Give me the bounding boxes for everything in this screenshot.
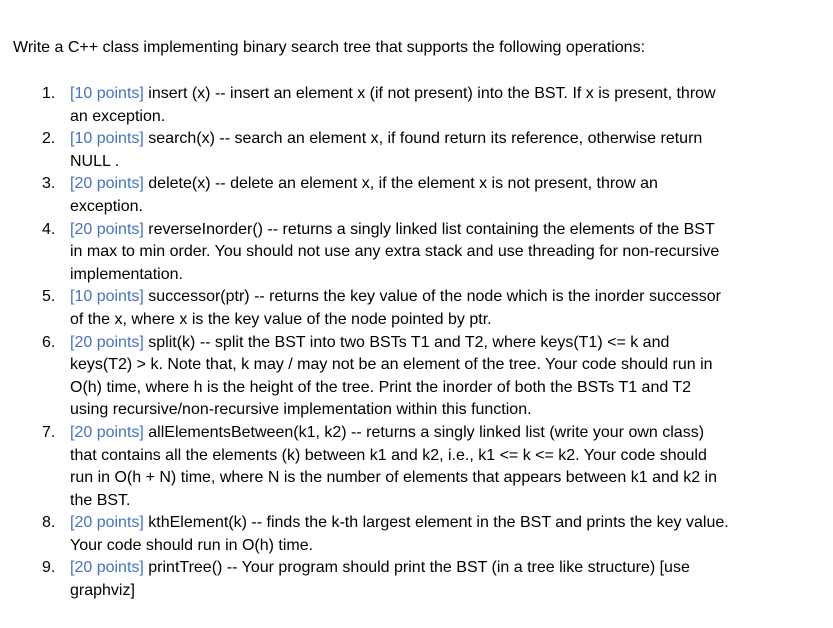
- item-text: kthElement(k) -- finds the k-th largest element in the BST and prints the key value. Your code should run in O(h) time.: [70, 514, 729, 554]
- item-number: 2.: [42, 130, 56, 148]
- points-label: [10 points]: [70, 130, 144, 148]
- assignment-intro: Write a C++ class implementing binary search tree that supports the following operations:: [13, 39, 646, 56]
- points-label: [10 points]: [70, 288, 144, 306]
- item-number: 3.: [42, 175, 56, 193]
- points-label: [20 points]: [70, 175, 144, 193]
- points-label: [20 points]: [70, 514, 144, 532]
- operation-item-kth-element: [0, 512, 730, 557]
- item-text: insert (x) -- insert an element x (if not present) into the BST. If x is present, throw an exception.: [70, 85, 716, 125]
- operation-item-successor: [0, 286, 730, 331]
- points-label: [20 points]: [70, 333, 144, 351]
- item-number: 7.: [42, 423, 56, 441]
- operation-item-split: [0, 332, 730, 422]
- operation-item-search: [0, 128, 730, 173]
- operations-list: [0, 83, 833, 603]
- item-text: split(k) -- split the BST into two BSTs T1 and T2, where keys(T1) <= k and keys(T2) > k. Note that, k may / may not be an element of the tree. Your code should run in O(h) time, where h is the height of the tree. Print the inorder of both the BSTs T1 and T2 using recursive/non-recursive implementation within this function.: [70, 333, 713, 419]
- item-number: 8.: [42, 514, 56, 532]
- operation-item-reverse-inorder: [0, 219, 730, 287]
- points-label: [20 points]: [70, 559, 144, 577]
- operation-item-print-tree: [0, 557, 730, 602]
- points-label: [20 points]: [70, 423, 144, 441]
- points-label: [20 points]: [70, 220, 144, 238]
- points-label: [10 points]: [70, 85, 144, 102]
- item-text: successor(ptr) -- returns the key value of the node which is the inorder successor of the x, where x is the key value of the node pointed by ptr.: [70, 288, 721, 328]
- item-number: 4.: [42, 220, 56, 238]
- operation-item-delete: [0, 173, 730, 218]
- operation-item-all-elements-between: [0, 422, 730, 512]
- item-text: search(x) -- search an element x, if found return its reference, otherwise return NULL .: [70, 130, 703, 170]
- item-text: reverseInorder() -- returns a singly linked list containing the elements of the BST in max to min order. You should not use any extra stack and use threading for non-recursive implementation.: [70, 220, 720, 283]
- operation-item-insert: [0, 83, 730, 128]
- item-text: allElementsBetween(k1, k2) -- returns a singly linked list (write your own class) that contains all the elements (k) between k1 and k2, i.e., k1 <= k <= k2. Your code should run in O(h + N) time, where N is the number of elements that appears between k1 and k2 in the BST.: [70, 423, 717, 509]
- item-number: 1.: [42, 85, 56, 102]
- item-text: printTree() -- Your program should print the BST (in a tree like structure) [use graphviz]: [70, 559, 690, 600]
- item-number: 5.: [42, 288, 56, 306]
- item-text: delete(x) -- delete an element x, if the element x is not present, throw an exception.: [70, 175, 658, 215]
- item-number: 9.: [42, 559, 56, 577]
- item-number: 6.: [42, 333, 56, 351]
